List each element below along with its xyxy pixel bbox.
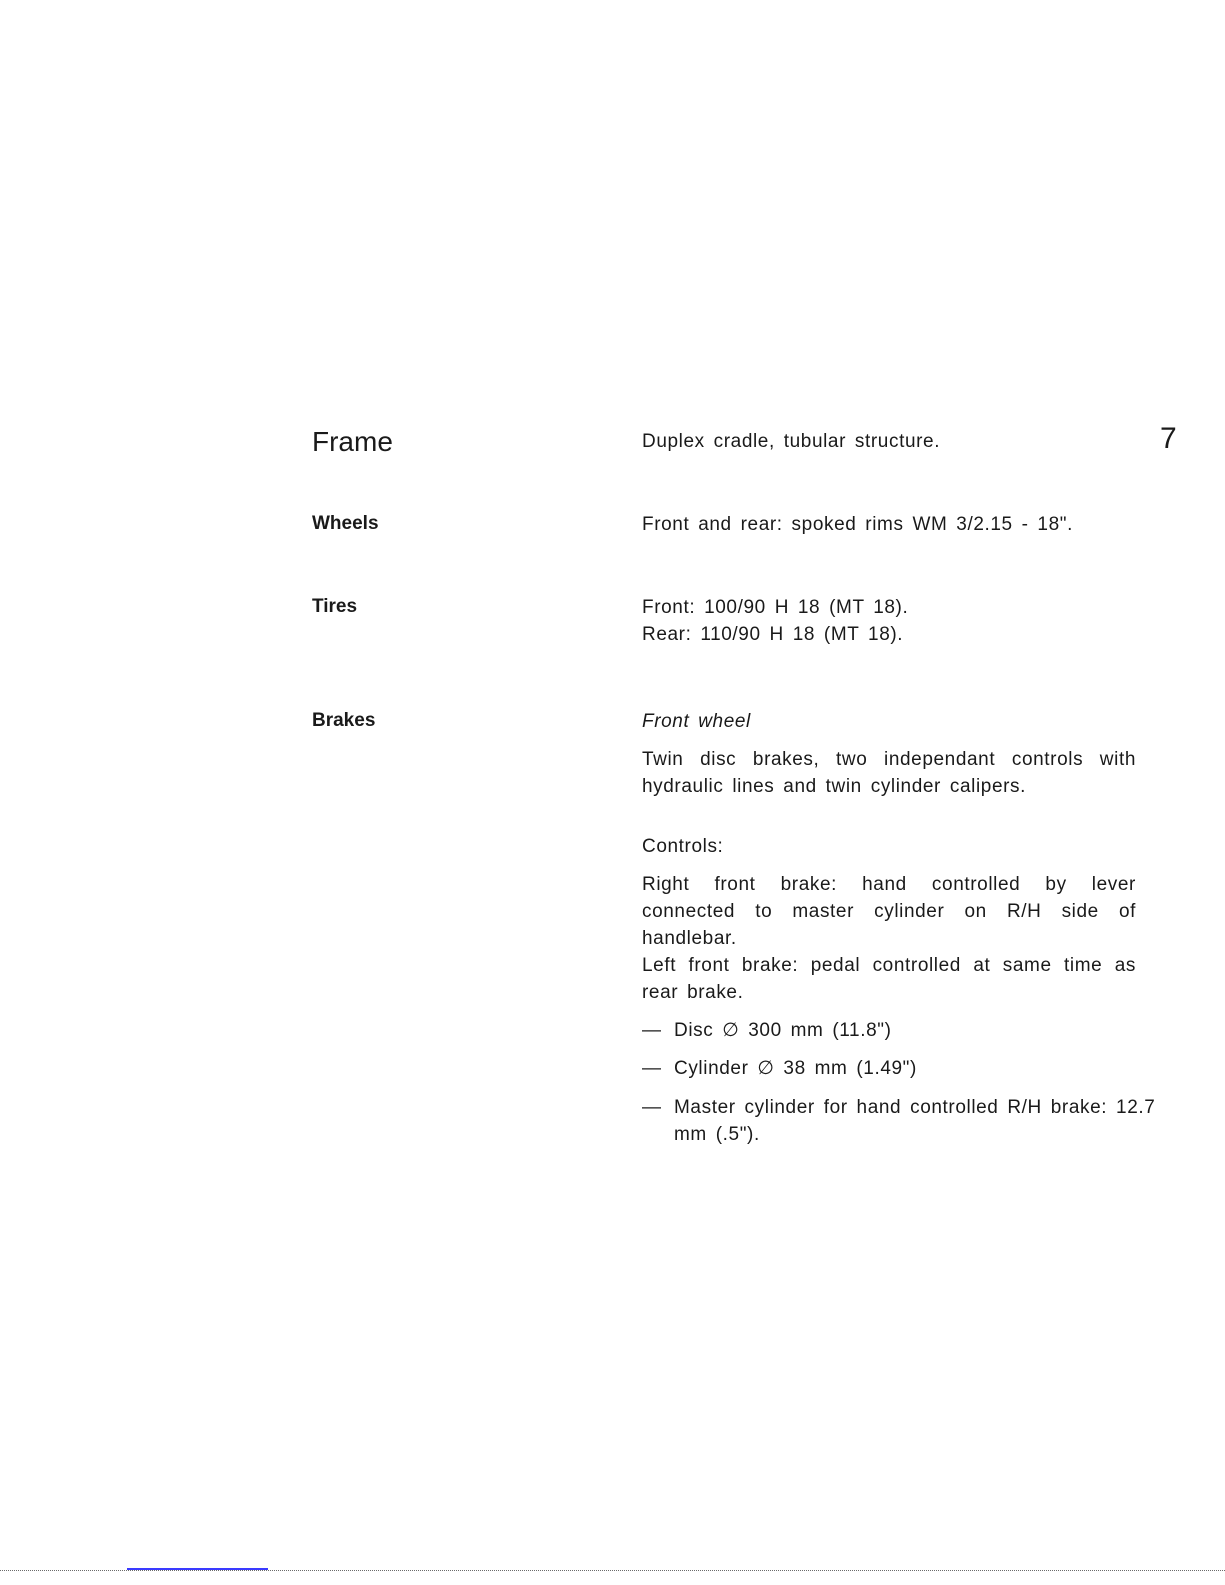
brakes-right-front: Right front brake: hand controlled by lever connected to master cylinder on R/H side of handlebar. [642, 874, 1136, 949]
dash-bullet: — [642, 1058, 662, 1079]
tires-rear: Rear: 110/90 H 18 (MT 18). [642, 624, 904, 645]
spec-text: Cylinder ∅ 38 mm (1.49") [674, 1058, 917, 1079]
dash-bullet: — [642, 1097, 662, 1118]
brakes-spec-disc [642, 1017, 1136, 1044]
wheels-heading: Wheels [312, 513, 379, 534]
spec-text: Disc ∅ 300 mm (11.8") [674, 1020, 892, 1041]
tires-heading: Tires [312, 596, 358, 617]
footer-rule [0, 1570, 1225, 1571]
footer-link-underline [127, 1568, 268, 1570]
brakes-description: Twin disc brakes, two independant controls with hydraulic lines and twin cylinder calipers. [642, 749, 1136, 797]
brakes-subheading: Front wheel [642, 711, 751, 732]
brakes-spec-cylinder [642, 1055, 1136, 1082]
tires-front: Front: 100/90 H 18 (MT 18). [642, 597, 909, 618]
wheels-text: Front and rear: spoked rims WM 3/2.15 - 18". [642, 514, 1073, 535]
brakes-heading: Brakes [312, 710, 376, 731]
brakes-left-front: Left front brake: pedal controlled at same time as rear brake. [642, 955, 1136, 1003]
tires-specs [642, 594, 1136, 648]
brakes-controls-label: Controls: [642, 836, 724, 857]
frame-heading: Frame [312, 426, 393, 457]
spec-text: Master cylinder for hand controlled R/H brake: 12.7 mm (.5"). [674, 1097, 1156, 1145]
page-number: 7 [1160, 422, 1177, 455]
dash-bullet: — [642, 1020, 662, 1041]
frame-text: Duplex cradle, tubular structure. [642, 431, 941, 452]
brakes-spec-master-cylinder [642, 1094, 1168, 1148]
